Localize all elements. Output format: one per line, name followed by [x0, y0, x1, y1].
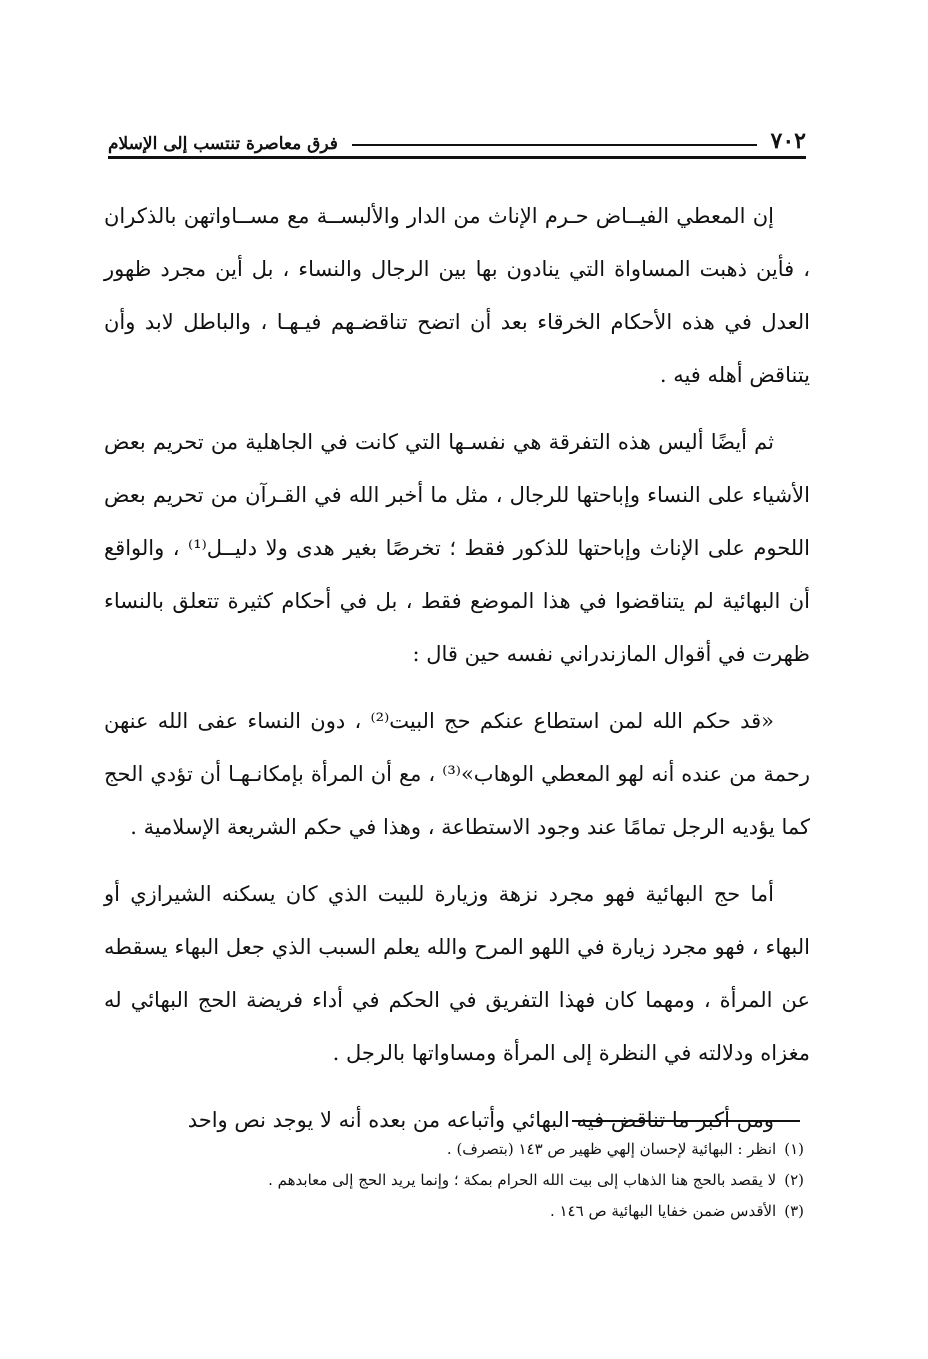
footnotes — [104, 1134, 804, 1227]
paragraph: إن المعطي الفيــاض حـرم الإناث من الدار والألبســة مع مســاواتهن بالذكران ، فأين ذهبت المساواة التي ينادون بها بين الرجال والنساء ، بل أين مجرد ظهور العدل في هذه الأحكام الخرقاء بعد أن اتضح تناقضـهم فيـهـا ، والباطل لابد وأن يتناقض أهله فيه . — [104, 204, 810, 387]
footnote-number: (٣) — [784, 1202, 804, 1220]
main-text — [104, 190, 810, 1161]
footnote — [104, 1196, 804, 1227]
header-divider — [352, 144, 757, 146]
footnote-separator — [572, 1120, 800, 1122]
paragraph: أما حج البهائية فهو مجرد نزهة وزيارة للبيت الذي كان يسكنه الشيرازي أو البهاء ، فهو مجرد زيارة في اللهو المرح والله يعلم السبب الذي جعل البهاء يسقطه عن المرأة ، ومهما كان فهذا التفريق في الحكم في أداء فريضة الحج البهائي له مغزاه ودلالته في النظرة إلى المرأة ومساواتها بالرجل . — [104, 882, 810, 1065]
footnote-text: لا يقصد بالحج هنا الذهاب إلى بيت الله الحرام بمكة ؛ وإنما يريد الحج إلى معابدهم . — [268, 1171, 777, 1189]
paragraph: «قد حكم الله لمن استطاع عنكم حج البيت⁽²⁾ ، دون النساء عفى الله عنهن رحمة من عنده أنه لهو المعطي الوهاب»⁽³⁾ ، مع أن المرأة بإمكانـهـا أن تؤدي الحج كما يؤديه الرجل تمامًا عند وجود الاستطاعة ، وهذا في حكم الشريعة الإسلامية . — [104, 709, 810, 839]
footnote — [104, 1134, 804, 1165]
paragraph: ثم أيضًا أليس هذه التفرقة هي نفسـها التي كانت في الجاهلية من تحريم بعض الأشياء على النساء وإباحتها للرجال ، مثل ما أخبر الله في القـرآن من تحريم بعض اللحوم على الإناث وإباحتها للذكور فقط ؛ تخرصًا بغير هدى ولا دليــل⁽¹⁾ ، والواقع أن البهائية لم يتناقضوا في هذا الموضع فقط ، بل في أحكام كثيرة تتعلق بالنساء ظهرت في أقوال المازندراني نفسه حين قال : — [104, 430, 810, 666]
page-number: ٧٠٢ — [770, 128, 806, 154]
footnote-number: (١) — [784, 1140, 804, 1158]
paragraph: ومن أكبر ما تناقض فيه البهائي وأتباعه من بعده أنه لا يوجد نص واحد — [187, 1108, 774, 1132]
footnote-text: الأقدس ضمن خفايا البهائية ص ١٤٦ . — [549, 1202, 777, 1220]
header-title: فرق معاصرة تنتسب إلى الإسلام — [108, 134, 338, 154]
footnote-number: (٢) — [784, 1171, 804, 1189]
running-header — [108, 118, 806, 159]
footnote-text: انظر : البهائية لإحسان إلهي ظهير ص ١٤٣ (بتصرف) . — [446, 1140, 777, 1158]
footnote — [104, 1165, 804, 1196]
